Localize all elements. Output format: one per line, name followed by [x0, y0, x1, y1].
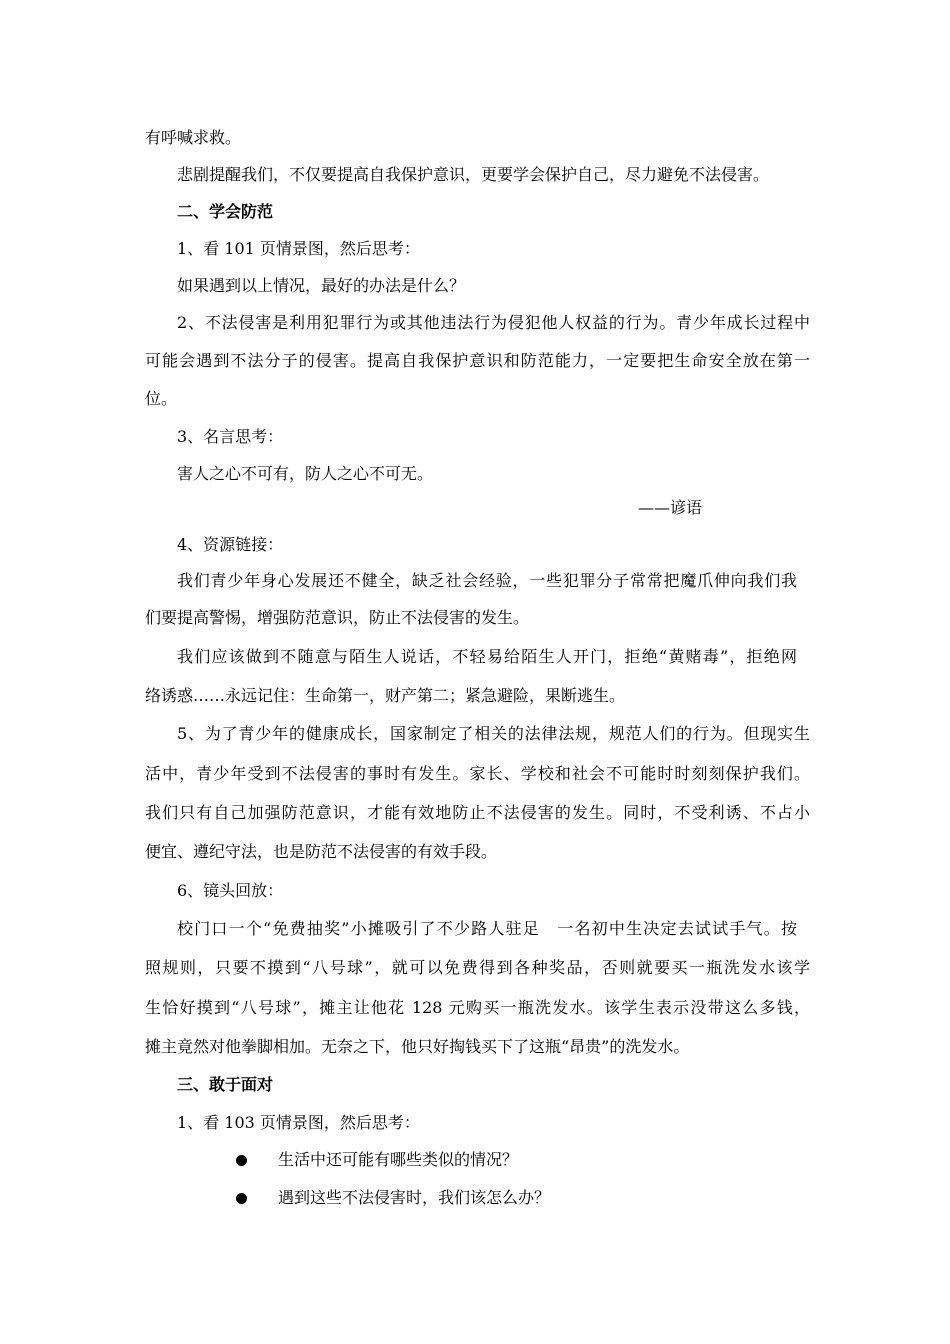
- paragraph-line: 我们应该做到不随意与陌生人说话，不轻易给陌生人开门，拒绝“黄赌毒”，拒绝网: [177, 647, 797, 666]
- section-heading: 三、敢于面对: [177, 1075, 274, 1094]
- paragraph-line: 5、为了青少年的健康成长，国家制定了相关的法律法规，规范人们的行为。但现实生: [177, 724, 810, 743]
- item-title: 6、镜头回放：: [177, 881, 284, 900]
- item-title: 3、名言思考：: [177, 427, 284, 446]
- paragraph-line: 我们只有自己加强防范意识，才能有效地防止不法侵害的发生。同时，不受利诱、不占小: [145, 803, 810, 822]
- bullet-item: 遇到这些不法侵害时，我们该怎么办？: [278, 1188, 551, 1207]
- paragraph-line: 悲剧提醒我们，不仅要提高自我保护意识，更要学会保护自己，尽力避免不法侵害。: [177, 165, 770, 184]
- paragraph-line: 活中，青少年受到不法侵害的事时有发生。家长、学校和社会不可能时时刻刻保护我们。: [145, 764, 810, 783]
- item-title: 1、看 101 页情景图，然后思考：: [177, 239, 420, 258]
- item-title: 4、资源链接：: [177, 535, 284, 554]
- paragraph-line: 我们青少年身心发展还不健全，缺乏社会经验，一些犯罪分子常常把魔爪伸向我们我: [177, 571, 797, 590]
- paragraph-line: 生恰好摸到“八号球”，摊主让他花 128 元购买一瓶洗发水。该学生表示没带这么多钱，: [145, 998, 810, 1017]
- bullet-icon: [236, 1193, 247, 1204]
- paragraph-line: 络诱惑……永远记住：生命第一，财产第二；紧急避险，果断逃生。: [145, 686, 626, 705]
- paragraph-line: 位。: [145, 389, 178, 408]
- bullet-item: 生活中还可能有哪些类似的情况？: [278, 1150, 519, 1169]
- paragraph-line: 们要提高警惕，增强防范意识，防止不法侵害的发生。: [145, 608, 530, 627]
- paragraph-line: 便宜、遵纪守法，也是防范不法侵害的有效手段。: [145, 842, 498, 861]
- item-title: 1、看 103 页情景图，然后思考：: [177, 1113, 420, 1132]
- paragraph-line: 2、不法侵害是利用犯罪行为或其他违法行为侵犯他人权益的行为。青少年成长过程中: [177, 313, 810, 332]
- paragraph-line: 照规则，只要不摸到“八号球”，就可以免费得到各种奖品，否则就要买一瓶洗发水该学: [145, 958, 810, 977]
- paragraph-line: 校门口一个“免费抽奖”小摊吸引了不少路人驻足 一名初中生决定去试试手气。按: [177, 919, 797, 938]
- bullet-icon: [236, 1155, 247, 1166]
- paragraph-line: 摊主竟然对他拳脚相加。无奈之下，他只好掏钱买下了这瓶“昂贵”的洗发水。: [145, 1037, 690, 1056]
- paragraph-line: 可能会遇到不法分子的侵害。提高自我保护意识和防范能力，一定要把生命安全放在第一: [145, 351, 810, 370]
- quote-source: ——谚语: [638, 498, 703, 517]
- section-heading: 二、学会防范: [177, 202, 274, 221]
- quote-text: 害人之心不可有，防人之心不可无。: [177, 464, 434, 483]
- paragraph-line: 有呼喊求救。: [145, 128, 242, 147]
- paragraph-line: 如果遇到以上情况，最好的办法是什么？: [177, 276, 466, 295]
